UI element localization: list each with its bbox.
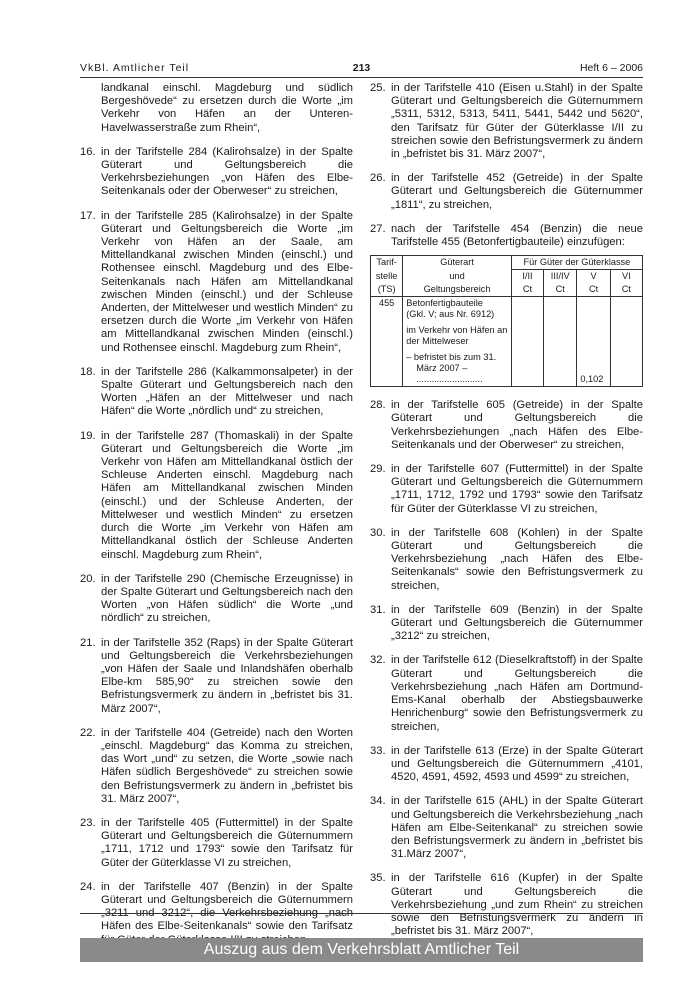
- class-header-iii-iv: III/IV: [544, 270, 577, 284]
- page-header: [80, 62, 643, 78]
- unit-label: Ct: [544, 283, 577, 297]
- item-number: 34.: [370, 795, 386, 808]
- item-text: in der Tarifstelle 615 (AHL) in der Spalte Güterart und Geltungsbereich die Verkehrsbeziehung „nach Häfen am Elbe-Seitenkanal“ zu streichen sowie den Befristungsvermerk zu ändern in „befristet bis 31.März 2007“,: [391, 795, 643, 861]
- unit-label: Ct: [610, 283, 642, 297]
- item-text: in der Tarifstelle 452 (Getreide) in der Spalte Güterart und Geltungsbereich die Güternummer „1811“, zu streichen,: [391, 172, 643, 211]
- continuation-text: landkanal einschl. Magdeburg und südlich Bergeshövede“ zu ersetzen durch die Worte „im Verkehr von Häfen an der Unteren-Havelwasserstraße zum Rhein“,: [101, 82, 353, 134]
- item-text: in der Tarifstelle 286 (Kalkammonsalpeter) in der Spalte Güterart und Geltungsbereich nach den Worten „Häfen an der Mittelweser und nach Häfen“ die Worte „nördlich und“ zu streichen,: [101, 365, 353, 418]
- table-header-row-2: [371, 270, 643, 284]
- list-item-21: [80, 637, 353, 716]
- goods-description: [403, 297, 512, 387]
- value-iii-iv: [544, 297, 577, 387]
- list-item-25: [370, 82, 643, 161]
- item-text: in der Tarifstelle 287 (Thomaskali) in der Spalte Güterart und Geltungsbereich die Worte „im Verkehr von Häfen am Mittellandkanal östlich der Schleuse Anderten einschl. Magdeburg nach Häfen am Mittellandkanal zwischen Minden (einschl.) und der Schleuse Anderten, der Mittelweser und westlich Minden“ zu ersetzen durch die Worte „im Verkehr von Häfen am Mittellandkanal östlich der Schleuse Anderten einschl. Magdeburg zum Rhein“,: [101, 429, 353, 561]
- table-header-row-3: [371, 283, 643, 297]
- list-item-23: [80, 817, 353, 870]
- tariff-number: 455: [371, 297, 403, 387]
- item-text: in der Tarifstelle 405 (Futtermittel) in der Spalte Güterart und Geltungsbereich die Güternummern „1711, 1712 und 1793“ sowie den Tarifsatz für Güter der Güterklasse VI zu streichen,: [101, 816, 353, 869]
- class-header-vi: VI: [610, 270, 642, 284]
- col-ts-header-3: (TS): [371, 283, 403, 297]
- unit-label: Ct: [511, 283, 543, 297]
- item-number: 26.: [370, 172, 386, 185]
- desc-goods: Betonfertigbauteile: [406, 298, 483, 309]
- desc-route: im Verkehr von Häfen an der Mittelweser: [406, 325, 508, 347]
- item-text: in der Tarifstelle 284 (Kalirohsalze) in der Spalte Güterart und Geltungsbereich die Verkehrsbeziehungen „von Häfen des Elbe-Seitenkanals oder der Oberweser“ zu streichen,: [101, 145, 353, 198]
- item-number: 29.: [370, 463, 386, 476]
- col-ts-header: Tarif-: [371, 256, 403, 270]
- item-number: 23.: [80, 816, 96, 829]
- item-text: in der Tarifstelle 290 (Chemische Erzeugnisse) in der Spalte Güterart und Geltungsbereich nach den Worten „von Häfen südlich“ die Worte „und nördlich“ zu streichen,: [101, 572, 353, 625]
- table-row: [371, 297, 643, 387]
- item-number: 28.: [370, 399, 386, 412]
- item-number: 21.: [80, 636, 96, 649]
- journal-name: VkBl. Amtlicher Teil: [80, 62, 190, 74]
- continuation-paragraph: [80, 82, 353, 135]
- tariff-table: [370, 255, 643, 387]
- item-text: in der Tarifstelle 608 (Kohlen) in der Spalte Güterart und Geltungsbereich die Verkehrsbeziehung „nach Häfen des Elbe-Seitenkanals“ sowie den Befristungsvermerk zu streichen,: [391, 526, 643, 592]
- item-text: in der Tarifstelle 410 (Eisen u.Stahl) in der Spalte Güterart und Geltungsbereich die Güternummern „5311, 5312, 5313, 5411, 5441, 5442 und 5620“, den Tarifsatz für Güter der Güterklasse I/II zu streichen sowie den Befristungsvermerk zu ändern in „befristet bis 31. März 2007“,: [391, 82, 643, 161]
- desc-class: (Gkl. V; aus Nr. 6912): [406, 309, 495, 320]
- item-text: in der Tarifstelle 605 (Getreide) in der Spalte Güterart und Geltungsbereich die Verkehrsbeziehungen „nach Häfen des Elbe-Seitenkanals und der Oberweser“ zu streichen,: [391, 399, 643, 451]
- list-item-30: [370, 527, 643, 593]
- col-desc-header-2: und: [403, 270, 512, 284]
- value-i-ii: [511, 297, 543, 387]
- list-item-27: [370, 223, 643, 249]
- list-item-19: [80, 430, 353, 562]
- item-number: 32.: [370, 654, 386, 667]
- class-header-i-ii: I/II: [511, 270, 543, 284]
- item-text: nach der Tarifstelle 454 (Benzin) die neue Tarifstelle 455 (Betonfertigbauteile) einzufügen:: [391, 222, 643, 249]
- item-text: in der Tarifstelle 404 (Getreide) nach den Worten „einschl. Magdeburg“ das Komma zu streichen, das Wort „und“ zu setzen, die Worte „sowie nach Häfen südlich Bergeshövede“ zu streichen sowie den Befristungsvermerk zu ändern in „befristet bis 31. März 2007“,: [101, 726, 353, 805]
- value-vi: [610, 297, 642, 387]
- value-v: 0,102: [577, 297, 610, 387]
- item-text: in der Tarifstelle 285 (Kalirohsalze) in der Spalte Güterart und Geltungsbereich die Worte „im Verkehr von Häfen an der Saale, am Mittellandkanal zwischen Minden (einschl.) und Rothensee einschl. Magdeburg und des Elbe-Seitenkanals nach Häfen am Mittellandkanal zwischen Minden (einschl.) und der Schleuse Anderten, der Mittelweser und westlich Minden“ zu ersetzen durch die Worte „im Verkehr von Häfen am Mittellandkanal zwischen Minden (einschl.) und Rothensee einschl. Magdeburg zum Rhein“,: [101, 209, 353, 354]
- list-item-18: [80, 366, 353, 419]
- list-item-32: [370, 654, 643, 733]
- item-text: in der Tarifstelle 352 (Raps) in der Spalte Güterart und Geltungsbereich die Verkehrsbeziehungen „von Häfen der Saale und Inlandshäfen oberhalb Elbe-km 585,90“ zu streichen sowie den Befristungsvermerk zu ändern in „befristet bis 31. März 2007“,: [101, 636, 353, 715]
- list-item-16: [80, 146, 353, 199]
- table-header-row-1: [371, 256, 643, 270]
- item-number: 33.: [370, 744, 386, 757]
- item-text: in der Tarifstelle 609 (Benzin) in der Spalte Güterart und Geltungsbereich die Güternummer „3212“ zu streichen,: [391, 603, 643, 643]
- item-number: 35.: [370, 872, 386, 885]
- bottom-divider: [80, 913, 643, 914]
- item-number: 17.: [80, 209, 96, 222]
- unit-label: Ct: [577, 283, 610, 297]
- item-text: in der Tarifstelle 407 (Benzin) in der Spalte Güterart und Geltungsbereich die Güternummern „3211 und 3212“, die Verkehrsbeziehung „nach Häfen des Elbe-Seitenkanals“ sowie den Tarifsatz: [101, 880, 353, 933]
- footer-banner: Auszug aus dem Verkehrsblatt Amtlicher Teil: [80, 938, 643, 962]
- list-item-20: [80, 573, 353, 626]
- item-number: 18.: [80, 365, 96, 378]
- right-column: [370, 82, 643, 949]
- item-number: 24.: [80, 880, 96, 893]
- item-number: 25.: [370, 82, 386, 94]
- desc-limit: – befristet bis zum 31. März 2007 –: [406, 352, 497, 374]
- list-item-35: [370, 872, 643, 938]
- list-item-28: [370, 399, 643, 452]
- item-text: in der Tarifstelle 607 (Futtermittel) in der Spalte Güterart und Geltungsbereich die Güternummern „1711, 1712, 1792 und 1793“ sowie den Tarifsatz für Güter der Güterklasse VI zu streichen,: [391, 463, 643, 515]
- list-item-33: [370, 745, 643, 785]
- class-header-v: V: [577, 270, 610, 284]
- item-number: 22.: [80, 726, 96, 739]
- item-text: in der Tarifstelle 613 (Erze) in der Spalte Güterart und Geltungsbereich die Güternummern „4101, 4520, 4591, 4592, 4593 und 4599“ zu streichen,: [391, 744, 643, 784]
- list-item-29: [370, 463, 643, 516]
- list-item-17: [80, 210, 353, 355]
- list-item-31: [370, 604, 643, 644]
- item-number: 30.: [370, 526, 386, 539]
- issue-label: Heft 6 – 2006: [579, 62, 643, 74]
- list-item-22: [80, 727, 353, 806]
- col-desc-header: Güterart: [403, 256, 512, 270]
- list-item-26: [370, 172, 643, 212]
- item-text: in der Tarifstelle 616 (Kupfer) in der Spalte Güterart und Geltungsbereich die Verkehrsbeziehung „und zum Rhein“ zu streichen sowie den Befristungsvermerk zu ändern in „befristet bis 31. März 2007“,: [391, 872, 643, 938]
- list-item-34: [370, 795, 643, 861]
- item-text: in der Tarifstelle 612 (Dieselkraftstoff) in der Spalte Güterart und Geltungsbereich die Verkehrsbeziehung „nach Häfen am Dortmund-Ems-Kanal oberhalb der Abstiegsbauwerke Henrichenburg“ sowie den Befristungsvermerk zu streichen,: [391, 654, 643, 733]
- item-number: 16.: [80, 145, 96, 158]
- class-group-header: Für Güter der Güterklasse: [511, 256, 642, 270]
- page-number: 213: [352, 62, 371, 74]
- left-column: [80, 82, 353, 958]
- item-number: 27.: [370, 222, 386, 235]
- desc-dots: ..........................: [416, 374, 483, 385]
- col-ts-header-2: stelle: [371, 270, 403, 284]
- col-desc-header-3: Geltungsbereich: [403, 283, 512, 297]
- item-number: 19.: [80, 429, 96, 442]
- item-number: 20.: [80, 572, 96, 585]
- item-number: 31.: [370, 603, 386, 616]
